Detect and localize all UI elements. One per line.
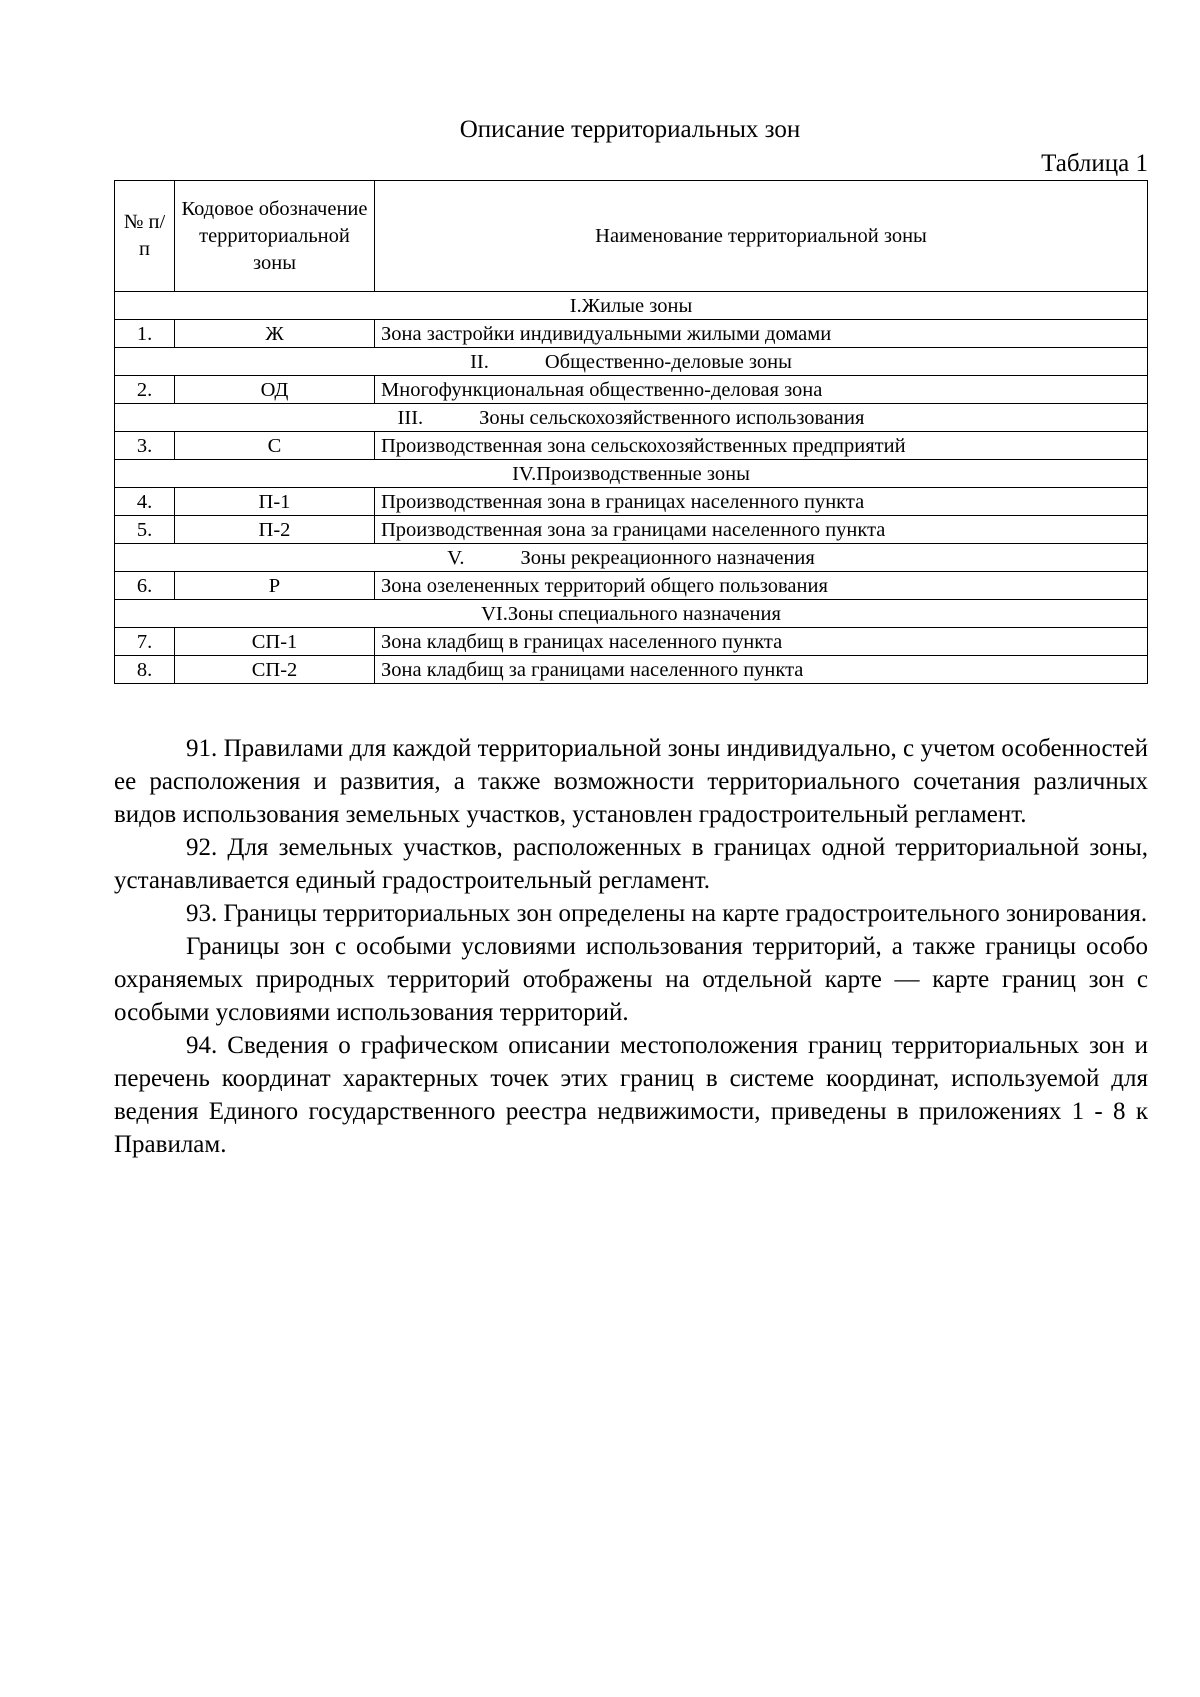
section-name: Зоны специального назначения	[507, 602, 781, 625]
section-name: Производственные зоны	[536, 462, 750, 485]
zones-table-body	[115, 292, 1148, 684]
table-label: Таблица 1	[1041, 150, 1148, 177]
cell-name: Производственная зона сельскохозяйственных предприятий	[375, 432, 1148, 460]
table-row	[115, 656, 1148, 684]
table-row	[115, 320, 1148, 348]
section-name: Зоны сельскохозяйственного использования	[479, 406, 865, 429]
header-num: № п/п	[115, 181, 175, 292]
cell-name: Производственная зона в границах населенного пункта	[375, 488, 1148, 516]
cell-code: П-1	[175, 488, 375, 516]
cell-num: 6.	[115, 572, 175, 600]
paragraph: 92. Для земельных участков, расположенных в границах одной территориальной зоны, устанавливается единый градостроительный регламент.	[114, 834, 1148, 894]
cell-code: С	[175, 432, 375, 460]
cell-num: 3.	[115, 432, 175, 460]
section-name: Общественно-деловые зоны	[544, 350, 792, 373]
cell-code: ОД	[175, 376, 375, 404]
cell-name: Производственная зона за границами населенного пункта	[375, 516, 1148, 544]
section-row	[115, 460, 1148, 488]
section-title	[115, 404, 1148, 432]
table-row	[115, 376, 1148, 404]
section-roman: V.	[447, 546, 465, 569]
cell-name: Зона озелененных территорий общего пользования	[375, 572, 1148, 600]
cell-code: Ж	[175, 320, 375, 348]
section-row	[115, 292, 1148, 320]
section-row	[115, 348, 1148, 376]
section-title	[115, 600, 1148, 628]
page-title: Описание территориальных зон	[459, 116, 801, 143]
paragraph: 91. Правилами для каждой территориальной зоны индивидуально, с учетом особенностей ее расположения и развития, а также возможности территориального сочетания различных видов использования земельных участков, установлен градостроительный регламент.	[114, 735, 1148, 828]
paragraph: 93. Границы территориальных зон определены на карте градостроительного зонирования.	[186, 900, 1148, 927]
section-roman: I.	[569, 294, 582, 317]
cell-name: Многофункциональная общественно-деловая зона	[375, 376, 1148, 404]
cell-num: 5.	[115, 516, 175, 544]
paragraph: 94. Сведения о графическом описании местоположения границ территориальных зон и перечень координат характерных точек этих границ в системе координат, используемой для ведения Единого государственного реестра недвижимости, приведены в приложениях 1 - 8 к Правилам.	[114, 1032, 1148, 1158]
section-roman: IV.	[512, 462, 537, 485]
section-row	[115, 544, 1148, 572]
table-row	[115, 516, 1148, 544]
zones-table	[114, 180, 1148, 684]
cell-name: Зона кладбищ за границами населенного пункта	[375, 656, 1148, 684]
section-title	[115, 544, 1148, 572]
header-name: Наименование территориальной зоны	[375, 181, 1148, 292]
cell-name: Зона застройки индивидуальными жилыми домами	[375, 320, 1148, 348]
cell-num: 8.	[115, 656, 175, 684]
cell-code: Р	[175, 572, 375, 600]
body-text	[114, 732, 1148, 1161]
section-roman: III.	[397, 406, 424, 429]
section-row	[115, 404, 1148, 432]
section-row	[115, 600, 1148, 628]
header-code: Кодовое обозначение территориальной зоны	[175, 181, 375, 292]
section-title	[115, 348, 1148, 376]
cell-name: Зона кладбищ в границах населенного пункта	[375, 628, 1148, 656]
paragraph: Границы зон с особыми условиями использования территорий, а также границы особо охраняемых природных территорий отображены на отдельной карте — карте границ зон с особыми условиями использования территорий.	[114, 933, 1148, 1026]
cell-code: СП-1	[175, 628, 375, 656]
cell-code: СП-2	[175, 656, 375, 684]
cell-num: 7.	[115, 628, 175, 656]
table-row	[115, 628, 1148, 656]
table-row	[115, 488, 1148, 516]
section-title	[115, 460, 1148, 488]
cell-num: 1.	[115, 320, 175, 348]
section-roman: II.	[470, 350, 489, 373]
cell-num: 4.	[115, 488, 175, 516]
cell-num: 2.	[115, 376, 175, 404]
section-roman: VI.	[481, 602, 508, 625]
section-name: Зоны рекреационного назначения	[520, 546, 815, 569]
cell-code: П-2	[175, 516, 375, 544]
section-name: Жилые зоны	[581, 294, 693, 317]
table-header-row	[115, 181, 1148, 292]
table-row	[115, 572, 1148, 600]
table-row	[115, 432, 1148, 460]
section-title	[115, 292, 1148, 320]
